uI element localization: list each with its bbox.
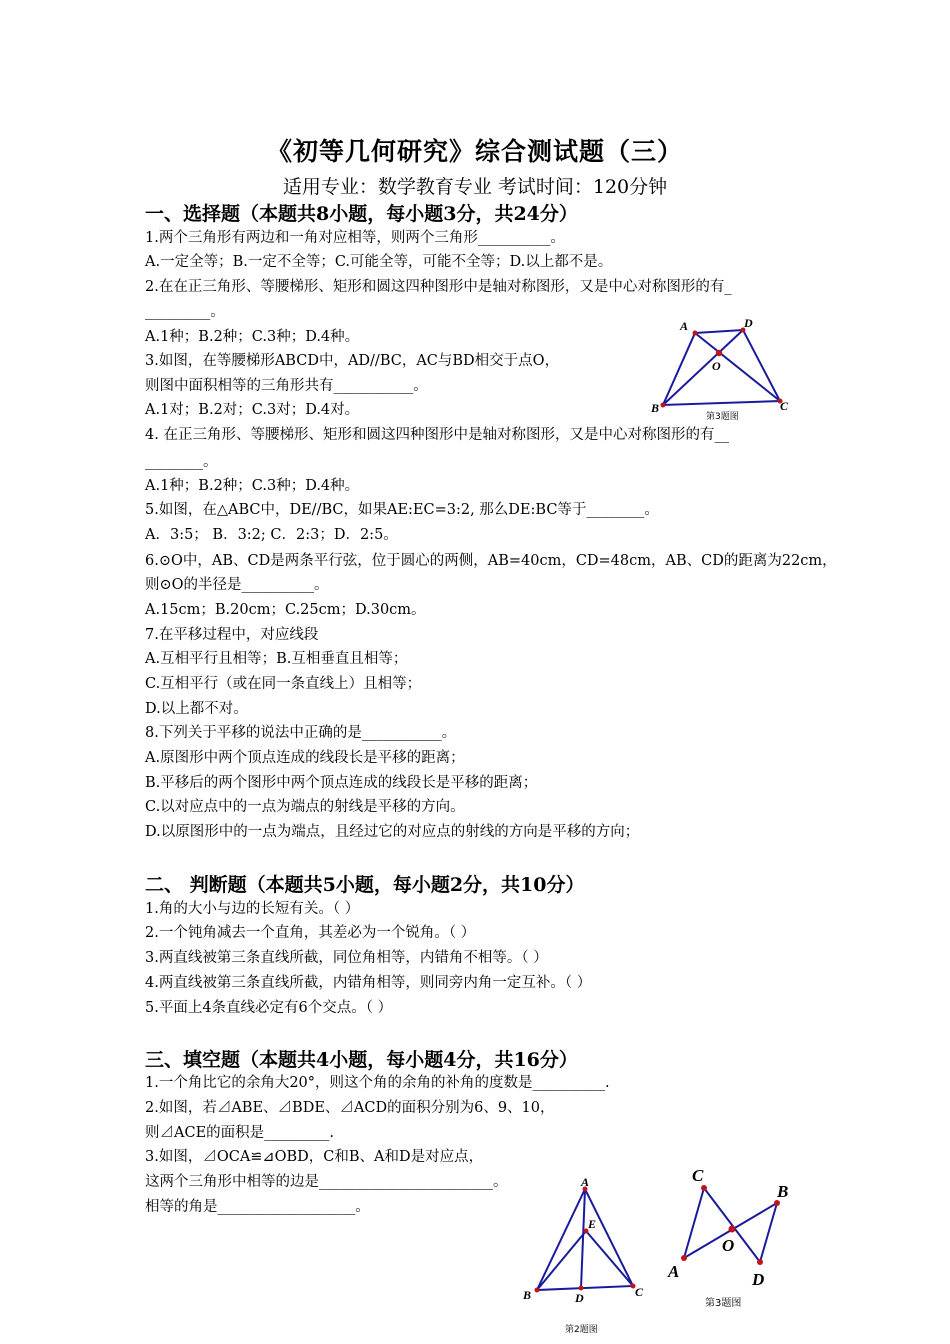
s3-line-5: 这两个三角形中相等的边是________________________。 [145, 1174, 508, 1190]
s3-line-6: 相等的角是___________________。 [145, 1199, 370, 1215]
s2-line-1: 1.角的大小与边的长短有关。（ ） [145, 901, 360, 917]
bowtie-label-b: B [777, 1182, 789, 1201]
s1-line-18: A.互相平行且相等；B.互相垂直且相等； [145, 651, 408, 667]
triangle-lines [537, 1189, 633, 1290]
s1-line-20: D.以上都不对。 [145, 701, 248, 717]
triangle-label-c: C [635, 1285, 644, 1299]
s1-line-13: A．3:5； B．3:2; C．2:3；D．2:5。 [145, 527, 398, 543]
bowtie-figure [660, 1160, 800, 1315]
s1-line-11: A.1种；B.2种；C.3种；D.4种。 [145, 478, 360, 494]
triangle-caption: 第2题图 [565, 1325, 598, 1335]
s2-line-4: 4.两直线被第三条直线所截，内错角相等，则同旁内角一定互补。（ ） [145, 975, 592, 991]
s1-line-23: B.平移后的两个图形中两个顶点连成的线段长是平移的距离； [145, 775, 538, 791]
s1-line-24: C.以对应点中的一点为端点的射线是平移的方向。 [145, 799, 465, 815]
bowtie-caption: 第3题图 [705, 1298, 742, 1309]
section1-heading: 一、选择题（本题共8小题，每小题3分，共24分） [145, 203, 578, 225]
s1-line-22: A.原图形中两个顶点连成的线段长是平移的距离； [145, 750, 465, 766]
s1-line-21: 8.下列关于平移的说法中正确的是___________。 [145, 725, 457, 741]
page-title: 《初等几何研究》综合测试题（三） [266, 137, 683, 166]
bowtie-label-d: D [752, 1270, 765, 1289]
bowtie-label-a: A [668, 1262, 680, 1281]
s1-line-6: 3.如图，在等腰梯形ABCD中，AD//BC，AC与BD相交于点O， [145, 353, 560, 369]
s1-line-3: 2.在在正三角形、等腰梯形、矩形和圆这四种图形中是轴对称图形，又是中心对称图形的有_ [145, 279, 732, 295]
triangle-label-a: A [581, 1175, 590, 1189]
bowtie-label-o: O [722, 1236, 735, 1255]
page-subtitle: 适用专业：数学教育专业 考试时间：120分钟 [282, 176, 668, 198]
trapezoid-caption: 第3题图 [706, 412, 739, 422]
trapezoid-label-b: B [651, 401, 660, 415]
s1-line-5: A.1种；B.2种；C.3种；D.4种。 [145, 329, 360, 345]
s2-line-2: 2.一个钝角减去一个直角，其差必为一个锐角。（ ） [145, 925, 476, 941]
s3-line-3: 则⊿ACE的面积是_________. [145, 1125, 335, 1141]
s1-line-12: 5.如图，在△ABC中，DE//BC，如果AE:EC=3:2, 那么DE:BC等于________。 [145, 502, 659, 518]
s1-line-17: 7.在平移过程中，对应线段 [145, 627, 319, 643]
s1-line-1: 1.两个三角形有两边和一角对应相等，则两个三角形__________。 [145, 230, 565, 246]
s1-line-9: 4. 在正三角形、等腰梯形、矩形和圆这四种图形中是轴对称图形，又是中心对称图形的有__ [145, 427, 729, 443]
trapezoid-label-c: C [780, 399, 789, 413]
s1-line-19: C.互相平行（或在同一条直线上）且相等； [145, 676, 422, 692]
trapezoid-label-o: O [712, 359, 721, 373]
s1-line-25: D.以原图形中的一点为端点，且经过它的对应点的射线的方向是平移的方向； [145, 824, 640, 840]
s2-line-3: 3.两直线被第三条直线所截，同位角相等，内错角不相等。（ ） [145, 950, 548, 966]
s3-line-2: 2.如图，若⊿ABE、⊿BDE、⊿ACD的面积分别为6、9、10， [145, 1100, 555, 1116]
triangle-figure [515, 1174, 660, 1344]
s3-line-1: 1.一个角比它的余角大20°，则这个角的余角的补角的度数是__________. [145, 1075, 610, 1091]
triangle-label-e: E [588, 1217, 597, 1231]
trapezoid-figure [640, 313, 810, 428]
s2-line-5: 5.平面上4条直线必定有6个交点。（ ） [145, 1000, 393, 1016]
s1-line-7: 则图中面积相等的三角形共有___________。 [145, 378, 428, 394]
s1-line-10: ________。 [145, 454, 218, 470]
s1-line-14: 6.⊙O中，AB、CD是两条平行弦，位于圆心的两侧，AB=40cm，CD=48cm，AB、CD的距离为22cm， [145, 553, 837, 569]
s1-line-16: A.15cm；B.20cm；C.25cm；D.30cm。 [145, 602, 426, 618]
trapezoid-label-a: A [680, 319, 689, 333]
s1-line-15: 则⊙O的半径是__________。 [145, 577, 329, 593]
s1-line-8: A.1对；B.2对；C.3对；D.4对。 [145, 402, 360, 418]
section3-heading: 三、填空题（本题共4小题，每小题4分，共16分） [145, 1049, 578, 1071]
triangle-label-d: D [575, 1291, 584, 1305]
trapezoid-label-d: D [744, 316, 753, 330]
s3-line-4: 3.如图，⊿OCA≌⊿OBD，C和B、A和D是对应点， [145, 1149, 484, 1165]
trapezoid-lines [663, 330, 780, 405]
bowtie-label-c: C [692, 1166, 704, 1185]
section2-heading: 二、 判断题（本题共5小题，每小题2分，共10分） [145, 874, 585, 896]
s1-line-2: A.一定全等；B.一定不全等；C.可能全等，可能不全等；D.以上都不是。 [145, 254, 613, 270]
s1-line-4: _________。 [145, 304, 225, 320]
triangle-label-b: B [523, 1288, 532, 1302]
